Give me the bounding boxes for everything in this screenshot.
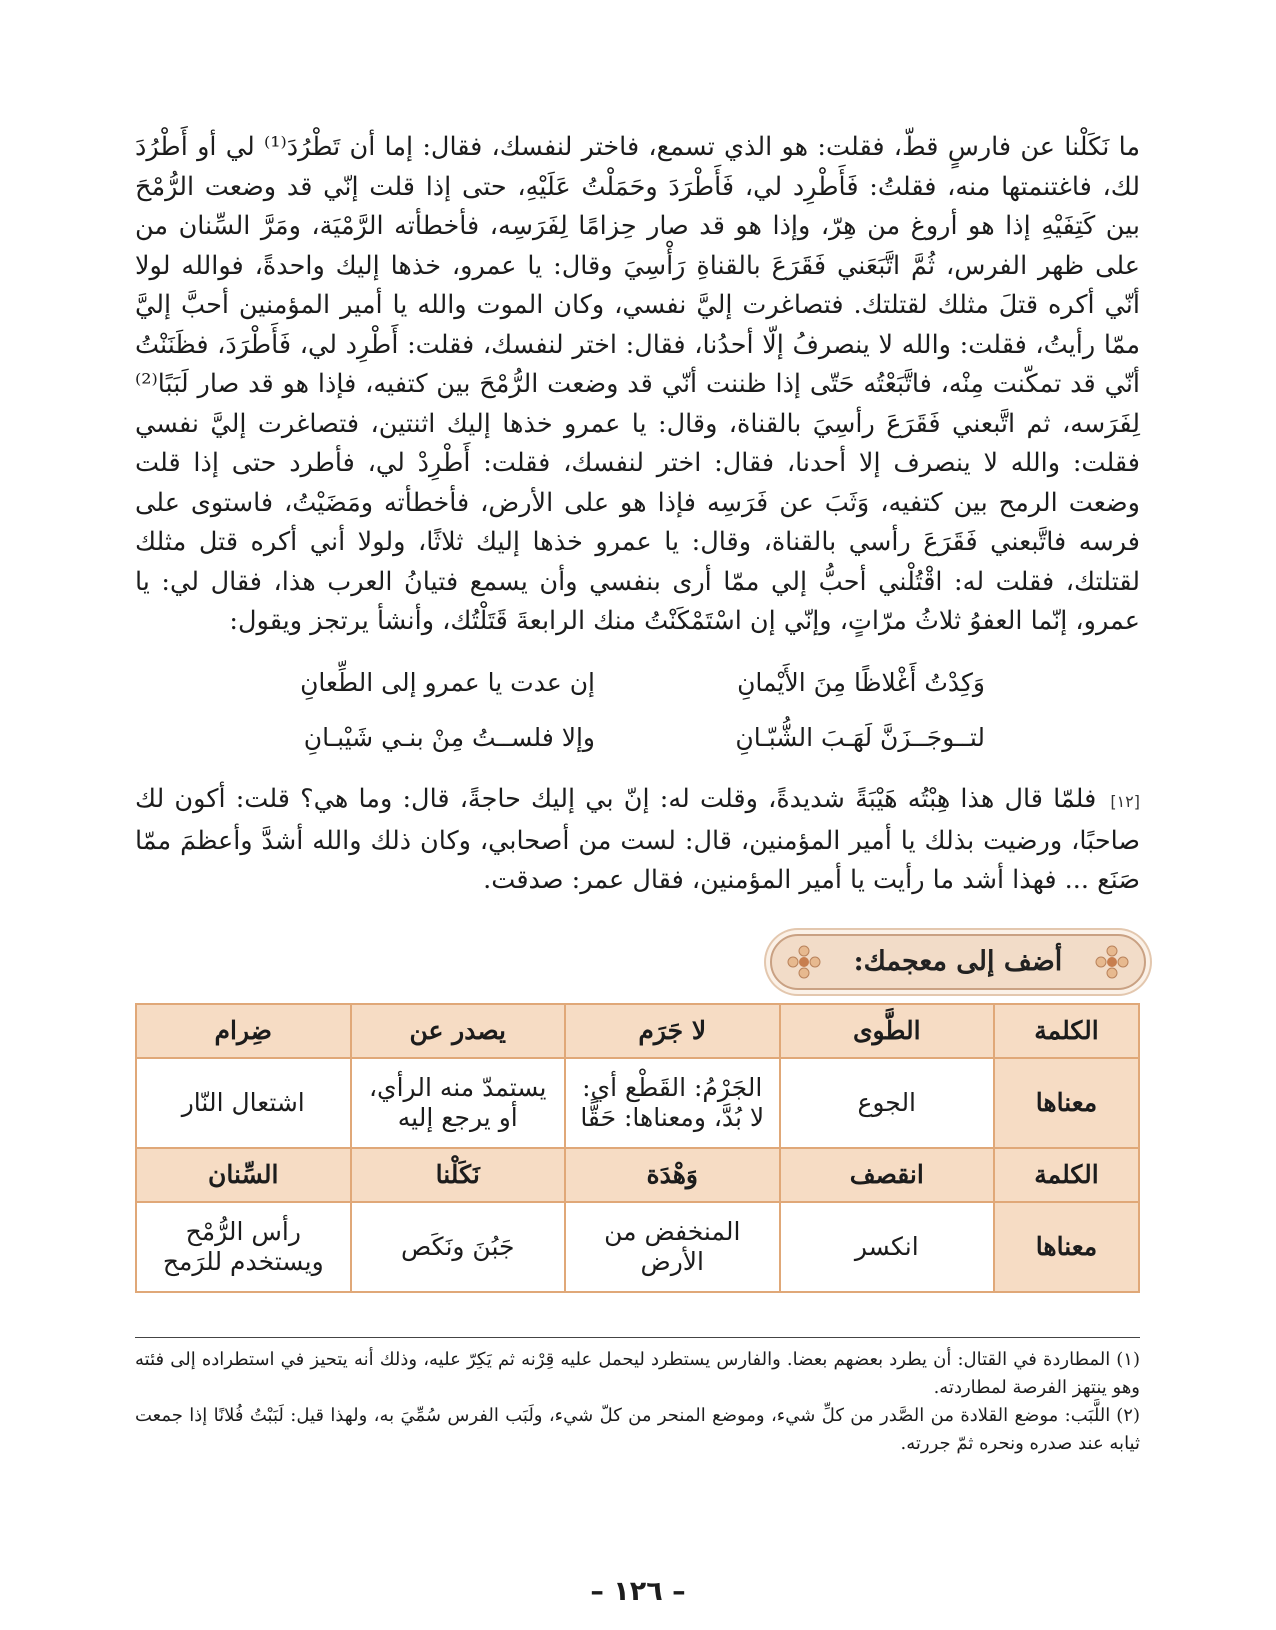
vocab-meaning: الجَرْمُ: القَطْع أي: لا بُدَّ، ومعناها: حَقًّا	[565, 1058, 780, 1148]
main-paragraph: ما نَكَلْنا عن فارسٍ قطّ، فقلت: هو الذي تسمع، فاختر لنفسك، فقال: إما أن تَطْرُدَ⁽¹⁾ لي أو أَطْرُدَ لك، فاغتنمتها منه، فقلتُ: فَأَطْرِد لي، فَأَطْرَدَ وحَمَلْتُ عَلَيْهِ، حتى إذا قلت إنّي قد وضعت الرُّمْحَ بين كَتِفَيْهِ إذا هو أروغ من هِرّ، وإذا هو قد صار حِزامًا لِفَرَسِه، فأخطأته الرَّمْيَة، ومَرَّ السِّنان من على ظهر الفرس، ثُمَّ اتَّبَعَني فَقَرَعَ بالقناةِ رَأْسِيَ وقال: يا عمرو، خذها إليك واحدةً، فوالله لولا أنّي أكره قتلَ مثلك لقتلتك. فتصاغرت إليَّ نفسي، وكان الموت والله يا أمير المؤمنين أحبَّ إليَّ ممّا رأيتُ، فقلت: والله لا ينصرفُ إلّا أحدُنا، فقال: اختر لنفسك، فقلت: أَطْرِد لي، فَأَطْرَدَ، فظَنَنْتُ أنّي قد تمكّنت مِنْه، فاتَّبَعْتُه حَتّى إذا ظننت أنّي قد وضعت الرُّمْحَ بين كتفيه، فإذا هو قد صار لَبَبًا⁽²⁾ لِفَرَسه، ثم اتَّبعني فَقَرَعَ رأسِيَ بالقناة، وقال: يا عمرو خذها إليك اثنتين، فتصاغرت إليَّ نفسي فقلت: والله لا ينصرف إلا أحدنا، فقال: اختر لنفسك، فقلت: أَطْرِدْ لي، فأطرد حتى إذا قلت وضعت الرمح بين كتفيه، وَثَبَ عن فَرَسِه فإذا هو على الأرض، فأخطأته ومَضَيْتُ، فاستوى على فرسه فاتَّبعني فَقَرَعَ رأسي بالقناة، وقال: يا عمرو خذها إليك ثلاثًا، ولولا أني أكره قتل مثلك لقتلتك، فقلت له: اقْتُلْني أحبُّ إلي ممّا أرى بنفسي وأن يسمع فتيانُ العرب هذا، فقال لي: يا عمرو، إنّما العفوُ ثلاثُ مرّاتٍ، وإنّي إن اسْتَمْكَنْتُ منك الرابعةَ قَتَلْتُك، وأنشأ يرتجز ويقول:	[135, 132, 1141, 636]
poem-line-2-first-hemistich: لتــوجَــزَنَّ لَهَـبَ الشُّبّـانِ	[735, 723, 985, 752]
banner-title: أضف إلى معجمك:	[853, 946, 1063, 977]
table-row	[136, 1004, 1139, 1058]
paragraph-number: [١٢]	[1110, 792, 1140, 811]
word-row-label: الكلمة	[994, 1004, 1139, 1058]
poem-line-2	[135, 723, 1140, 763]
vocab-word: وَهْدَة	[565, 1148, 780, 1202]
poem-line-1-first-hemistich: وَكِدْتُ أَغْلاظًا مِنَ الأَيْمانِ	[737, 668, 985, 697]
paragraph-12	[135, 780, 1140, 901]
vocab-word: السِّنان	[136, 1148, 351, 1202]
vocab-word: الطَّوى	[780, 1004, 995, 1058]
meaning-row-label: معناها	[994, 1058, 1139, 1148]
vocabulary-table	[135, 1003, 1140, 1293]
word-row-label: الكلمة	[994, 1148, 1139, 1202]
page-number: – ١٢٦ –	[590, 1576, 686, 1607]
floral-ornament-icon	[786, 944, 822, 980]
footnote-2	[135, 1402, 1140, 1458]
vocab-meaning: جَبُنَ ونَكَص	[351, 1202, 566, 1292]
vocab-meaning: الجوع	[780, 1058, 995, 1148]
vocab-meaning: اشتعال النّار	[136, 1058, 351, 1148]
footnote-1	[135, 1346, 1140, 1402]
vocab-word: انقصف	[780, 1148, 995, 1202]
table-row	[136, 1058, 1139, 1148]
table-row	[136, 1202, 1139, 1292]
vocab-word: يصدر عن	[351, 1004, 566, 1058]
vocab-word: نَكَلْنا	[351, 1148, 566, 1202]
poem-line-1-second-hemistich: إن عدت يا عمرو إلى الطِّعانِ	[300, 668, 595, 697]
vocab-word: ضِرام	[136, 1004, 351, 1058]
vocab-meaning: انكسر	[780, 1202, 995, 1292]
vocab-word: لا جَرَم	[565, 1004, 780, 1058]
table-row	[136, 1148, 1139, 1202]
footnote-text: المطاردة في القتال: أن يطرد بعضهم بعضا. والفارس يستطرد ليحمل عليه قِرْنه ثم يَكِرّ عليه، وذلك أنه يتحيز في استطراده إلى فئته وهو ينتهز الفرصة لمطاردته.	[135, 1349, 1140, 1398]
footnote-divider	[135, 1337, 1140, 1338]
vocab-meaning: المنخفض من الأرض	[565, 1202, 780, 1292]
meaning-row-label: معناها	[994, 1202, 1139, 1292]
vocabulary-banner	[770, 934, 1146, 990]
poem-line-1	[135, 668, 1140, 708]
vocab-meaning: رأس الرُّمْح ويستخدم للرَمح	[136, 1202, 351, 1292]
footnote-text: اللَّبَب: موضع القلادة من الصَّدر من كلِّ شيء، وموضع المنحر من كلّ شيء، ولَبَب الفرس سُمِّيَ به، ولهذا قيل: لَبَبْتُ فُلانًا إذا جمعت ثيابه عند صدره ونحره ثمّ جررته.	[135, 1405, 1140, 1454]
vocab-meaning: يستمدّ منه الرأي، أو يرجع إليه	[351, 1058, 566, 1148]
footnote-number: (٢)	[1116, 1405, 1140, 1426]
paragraph-12-text: فلمّا قال هذا هِبْتُه هَيْبَةً شديدةً، وقلت له: إنّ بي إليك حاجةً، قال: وما هي؟ قلت: أكون لك صاحبًا، ورضيت بذلك يا أمير المؤمنين، قال: لست من أصحابي، وكان ذلك والله أشدَّ وأعظمَ ممّا صَنَع ... فهذا أشد ما رأيت يا أمير المؤمنين، فقال عمر: صدقت.	[135, 784, 1140, 895]
footnote-number: (١)	[1116, 1349, 1140, 1370]
footnotes	[135, 1346, 1140, 1458]
poem-line-2-second-hemistich: وإلا فلســتُ مِنْ بنـي شَيْبـانِ	[303, 723, 595, 752]
